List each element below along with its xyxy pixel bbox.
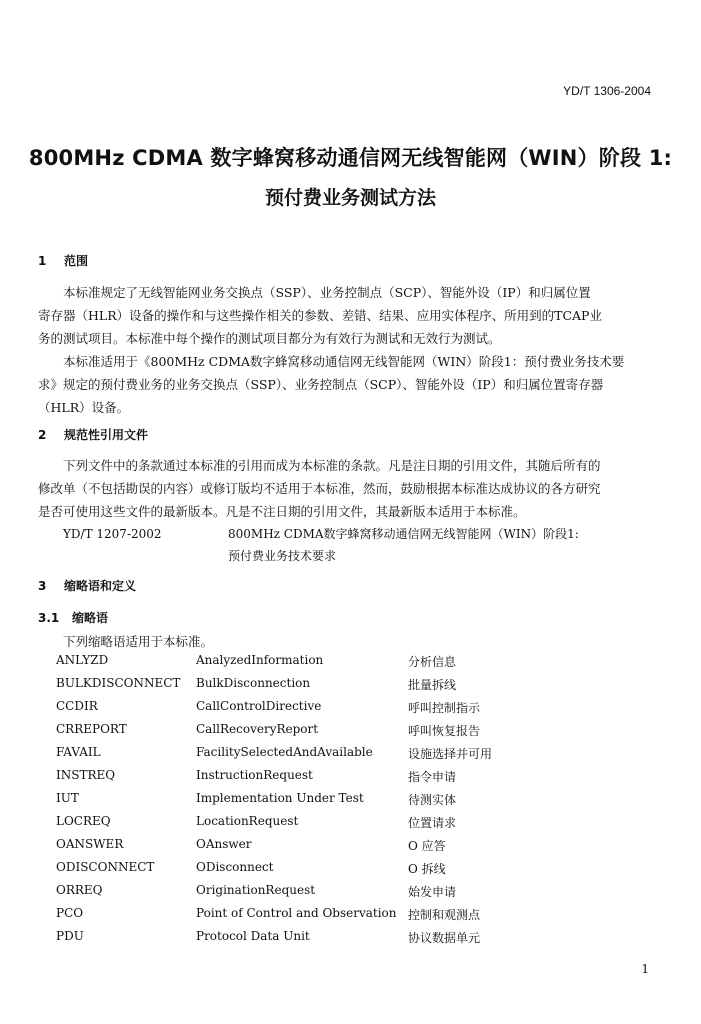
abbreviation-chinese: 位置请求 xyxy=(408,816,457,830)
section-3-1-heading xyxy=(38,609,108,626)
abbreviation: CCDIR xyxy=(56,699,98,713)
paragraph-line: 务的测试项目。本标准中每个操作的测试项目都分为有效行为测试和无效行为测试。 xyxy=(38,331,501,346)
abbreviation: FAVAIL xyxy=(56,745,101,759)
abbreviation-chinese: 待测实体 xyxy=(408,793,457,807)
section-3-1-title: 缩略语 xyxy=(72,611,109,625)
section-2-paragraph xyxy=(38,454,650,523)
reference-title xyxy=(228,523,579,567)
section-1-number: 1 xyxy=(38,254,47,268)
abbreviation: IUT xyxy=(56,791,79,805)
document-title-line2: 预付费业务测试方法 xyxy=(264,187,436,209)
abbreviation-chinese: 呼叫恢复报告 xyxy=(408,724,481,738)
paragraph-line: （HLR）设备。 xyxy=(38,400,130,415)
abbreviation: ORREQ xyxy=(56,883,103,897)
paragraph-line: 求》规定的预付费业务的业务交换点（SSP）、业务控制点（SCP）、智能外设（IP）和归属位置寄存器 xyxy=(38,377,604,392)
abbreviation-chinese: 协议数据单元 xyxy=(408,931,481,945)
abbreviation-chinese: 设施选择并可用 xyxy=(408,747,493,761)
abbreviation-chinese: 批量拆线 xyxy=(408,678,457,692)
abbreviation-full-name: OriginationRequest xyxy=(196,883,316,897)
section-2-number: 2 xyxy=(38,428,47,442)
abbreviation: INSTREQ xyxy=(56,768,116,782)
paragraph-line: 寄存器（HLR）设备的操作和与这些操作相关的参数、差错、结果、应用实体程序、所用到的TCAP业 xyxy=(38,308,602,323)
abbreviation-full-name: BulkDisconnection xyxy=(196,676,311,690)
abbreviation-full-name: CallControlDirective xyxy=(196,699,322,713)
paragraph-line: 本标准适用于《800MHz CDMA数字蜂窝移动通信网无线智能网（WIN）阶段1：预付费业务技术要 xyxy=(63,354,625,369)
abbreviation-chinese: O 拆线 xyxy=(408,862,446,876)
abbreviation-chinese: 控制和观测点 xyxy=(408,908,481,922)
abbreviation: PDU xyxy=(56,929,84,943)
section-1-heading xyxy=(38,252,88,269)
abbreviation: LOCREQ xyxy=(56,814,111,828)
abbreviation-chinese: 分析信息 xyxy=(408,655,457,669)
abbreviation: ODISCONNECT xyxy=(56,860,155,874)
abbreviation-chinese: O 应答 xyxy=(408,839,446,853)
abbreviation: CRREPORT xyxy=(56,722,127,736)
page-number: 1 xyxy=(641,962,649,976)
abbreviation-full-name: Protocol Data Unit xyxy=(196,929,310,943)
paragraph-line: 下列文件中的条款通过本标准的引用而成为本标准的条款。凡是注日期的引用文件，其随后所有的 xyxy=(63,458,601,473)
section-2-title: 规范性引用文件 xyxy=(64,428,149,442)
abbreviation-full-name: AnalyzedInformation xyxy=(196,653,324,667)
abbreviations-intro: 下列缩略语适用于本标准。 xyxy=(63,634,214,649)
abbreviation-full-name: LocationRequest xyxy=(196,814,299,828)
abbreviation: ANLYZD xyxy=(56,653,109,667)
section-2-heading xyxy=(38,426,148,443)
reference-title-line1: 800MHz CDMA数字蜂窝移动通信网无线智能网（WIN）阶段1: xyxy=(228,527,579,541)
abbreviation-full-name: Point of Control and Observation xyxy=(196,906,397,920)
document-title-line1: 800MHz CDMA 数字蜂窝移动通信网无线智能网（WIN）阶段 1: xyxy=(28,146,673,170)
standard-number: YD/T 1306-2004 xyxy=(563,84,651,98)
abbreviation: OANSWER xyxy=(56,837,124,851)
section-3-title: 缩略语和定义 xyxy=(64,579,137,593)
abbreviation-chinese: 始发申请 xyxy=(408,885,457,899)
section-3-1-number: 3.1 xyxy=(38,611,60,625)
section-1-paragraph-1 xyxy=(38,281,650,350)
abbreviation-chinese: 指令申请 xyxy=(408,770,457,784)
abbreviation-full-name: FacilitySelectedAndAvailable xyxy=(196,745,373,759)
paragraph-line: 是否可使用这些文件的最新版本。凡是不注日期的引用文件，其最新版本适用于本标准。 xyxy=(38,504,526,519)
abbreviation: PCO xyxy=(56,906,84,920)
abbreviation-full-name: OAnswer xyxy=(196,837,252,851)
reference-code: YD/T 1207-2002 xyxy=(63,527,162,541)
abbreviation-full-name: ODisconnect xyxy=(196,860,274,874)
section-1-title: 范围 xyxy=(64,254,89,268)
section-3-heading xyxy=(38,577,136,594)
paragraph-line: 本标准规定了无线智能网业务交换点（SSP）、业务控制点（SCP）、智能外设（IP）和归属位置 xyxy=(63,285,591,300)
reference-title-line2: 预付费业务技术要求 xyxy=(228,549,337,563)
abbreviation-chinese: 呼叫控制指示 xyxy=(408,701,481,715)
abbreviation-full-name: CallRecoveryReport xyxy=(196,722,319,736)
section-3-number: 3 xyxy=(38,579,47,593)
section-1-paragraph-2 xyxy=(38,350,650,419)
paragraph-line: 修改单（不包括勘误的内容）或修订版均不适用于本标准，然而，鼓励根据本标准达成协议的各方研究 xyxy=(38,481,601,496)
abbreviation-full-name: InstructionRequest xyxy=(196,768,313,782)
abbreviation-full-name: Implementation Under Test xyxy=(196,791,364,805)
abbreviation: BULKDISCONNECT xyxy=(56,676,181,690)
